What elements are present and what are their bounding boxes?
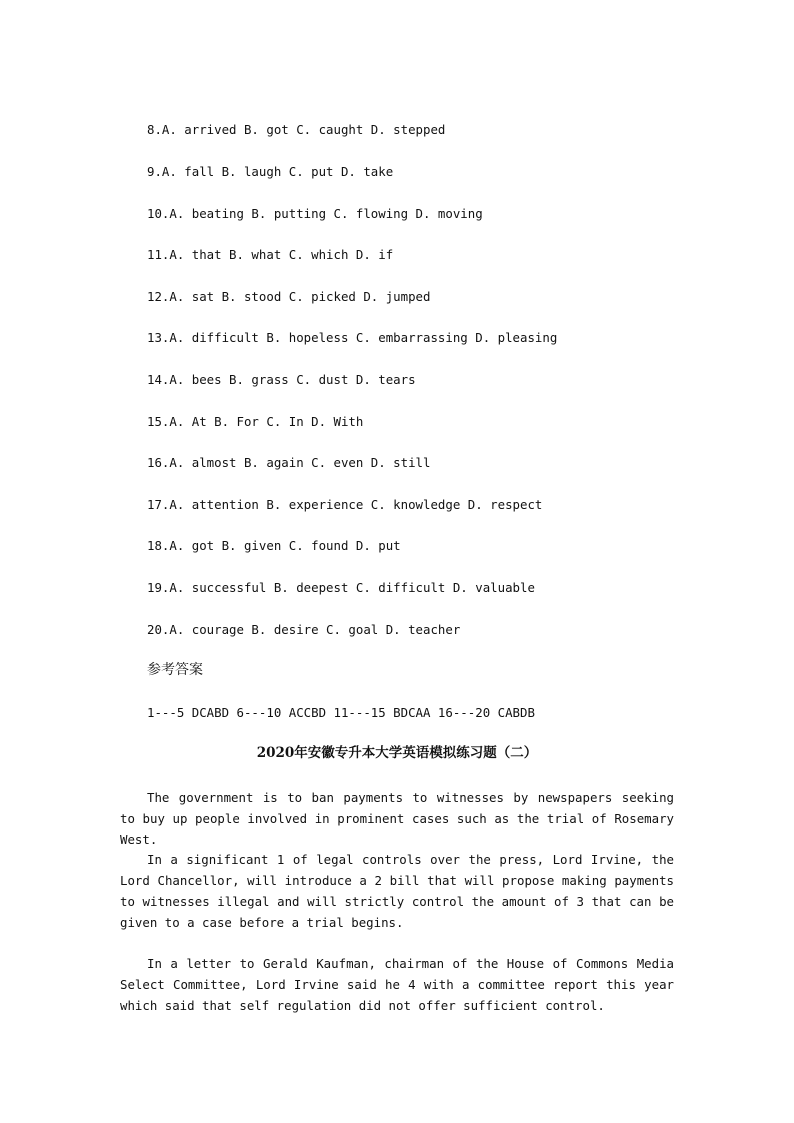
question-9-options: 9.A. fall B. laugh C. put D. take <box>147 164 394 179</box>
question-19-options: 19.A. successful B. deepest C. difficult D. valuable <box>147 580 535 595</box>
question-16-options: 16.A. almost B. again C. even D. still <box>147 455 431 470</box>
question-10-options: 10.A. beating B. putting C. flowing D. moving <box>147 206 483 221</box>
question-11-options: 11.A. that B. what C. which D. if <box>147 247 394 262</box>
answer-heading: 参考答案 <box>147 662 203 678</box>
paragraph-2: In a significant 1 of legal controls over the press, Lord Irvine, the Lord Chancellor, will introduce a 2 bill that will propose making payments to witnesses illegal and will strictly control the amount of 3 that can be given to a case before a trial begins. <box>120 852 674 930</box>
question-20-options: 20.A. courage B. desire C. goal D. teacher <box>147 622 461 637</box>
paragraph-1: The government is to ban payments to witnesses by newspapers seeking to buy up people involved in prominent cases such as the trial of Rosemary West. <box>120 790 674 847</box>
paragraph-3: In a letter to Gerald Kaufman, chairman of the House of Commons Media Select Committee, Lord Irvine said he 4 with a committee report this year which said that self regulation did not offer sufficient control. <box>120 956 674 1013</box>
question-14-options: 14.A. bees B. grass C. dust D. tears <box>147 372 416 387</box>
question-12-options: 12.A. sat B. stood C. picked D. jumped <box>147 289 431 304</box>
answer-key: 1---5 DCABD 6---10 ACCBD 11---15 BDCAA 16---20 CABDB <box>147 705 535 720</box>
question-8-options: 8.A. arrived B. got C. caught D. stepped <box>147 122 446 137</box>
question-13-options: 13.A. difficult B. hopeless C. embarrassing D. pleasing <box>147 330 558 345</box>
question-15-options: 15.A. At B. For C. In D. With <box>147 414 364 429</box>
question-17-options: 17.A. attention B. experience C. knowledge D. respect <box>147 497 543 512</box>
section-title: 2020年安徽专升本大学英语模拟练习题（二） <box>256 745 538 761</box>
question-18-options: 18.A. got B. given C. found D. put <box>147 538 401 553</box>
